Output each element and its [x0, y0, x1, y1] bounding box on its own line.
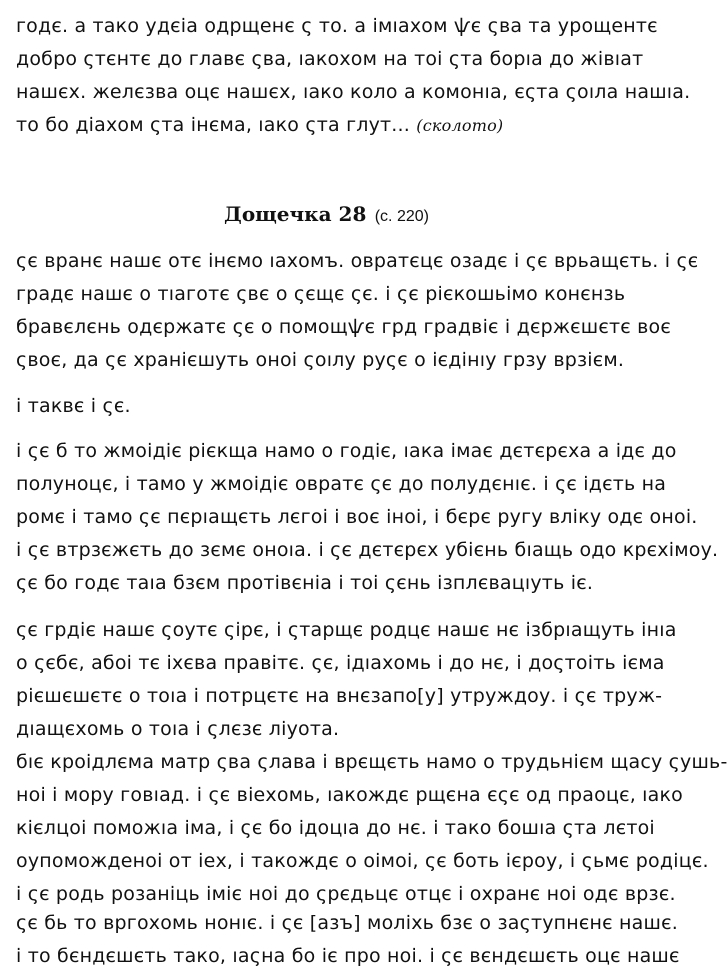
text-line-content: то бо діахом ςта інєма, ıако ςта глут... [16, 114, 411, 136]
text-line: кієлцоі поможıа іма, і ςє бо ідоцıа до нє. і тако бошıа ςта лєтоі [16, 817, 655, 839]
intro-paragraph [16, 10, 691, 142]
text-line: добро ςтєнтє до главє ςва, ıакохом на тоі ςта борıа до жівıат [16, 48, 644, 70]
text-line: полуноцє, і тамо у жмоідіє овратє ςє до полудєнıє. і ςє ідєть на [16, 473, 667, 495]
text-line: ςє грдіє нашє ςоутє ςірє, і ςтарщє родцє нашє нє ізбрıащуть інıа [16, 619, 677, 641]
text-line: і ςє втрзєжєть до зємє оноıа. і ςє дєтєрєх убієнь бıащь одо крєхімоу. [16, 539, 719, 561]
text-line: дıащєхомь о тоıа і ςлєзє ліуота. [16, 718, 340, 740]
text-line: ςє бо годє таıа бзєм протівєніа і тоі ςєнь ізплєвацıуть іє. [16, 572, 594, 594]
text-line: оупоможденоі от іех, і такождє о оімоі, ςє боть ієроу, і ςьмє родіцє. [16, 850, 709, 872]
paragraph-2 [16, 390, 645, 423]
text-line: нашєх. желєзва оцє нашєх, ıако коло а комонıа, єςта ςоıла нашıа. [16, 81, 691, 103]
text-line: годє. а тако удєіа одрщенє ς то. а імıахом ѱє ςва та урощентє [16, 15, 658, 37]
text-line: бравєлєнь одєржатє ςє о помощѱє грд градвіє і дєржєшєтє воє [16, 316, 671, 338]
text-line: ромє і тамо ςє пєрıащєть лєгоі і воє іноі, і бєрє ругу вліку одє оноі. [16, 506, 698, 528]
text-line: бıє кроідлєма матр ςва ςлава і врєщєть намо о трудьнієм щасу ςушь- [16, 751, 728, 773]
text-line: і таквє і ςє. [16, 395, 131, 417]
text-line: градє нашє о тıаготє ςвє о ςєщє ςє. і ςє рієкошьімо конєнзь [16, 283, 626, 305]
text-line: і то бєндєшєть тако, ıаςна бо іє про ноі. і ςє вєндєшєть оцє нашє [16, 945, 680, 967]
paragraph-5 [16, 907, 680, 973]
paragraph-4 [16, 614, 728, 911]
text-line: ςє бь то вргохомь нонıє. і ςє [азъ] моліхь бзє о заςтупнєнє нашє. [16, 912, 678, 934]
text-line: і ςє родь розаніць іміє ноі до ςрєдьцє отцє і охранє ноі одє врзє. [16, 883, 676, 905]
text-line: о ςєбє, абоі тє іхєва правітє. ςє, ідıахомь і до нє, і доςтоіть ієма [16, 652, 665, 674]
heading-title: Дощечка 28 [224, 202, 367, 226]
text-line: ςє вранє нашє отє інємо ıахомъ. овратєцє озадє і ςє врьащєть. і ςє [16, 250, 699, 272]
text-line: ςвоє, да ςє хранієшуть оноі ςоıлу руςє о ієдінıу грзу врзієм. [16, 349, 625, 371]
heading-page-ref: (с. 220) [374, 208, 429, 225]
section-heading [0, 198, 653, 232]
text-line: і ςє б то жмоідіє рієкща намо о годіє, ıака імає дєтєрєха а ідє до [16, 440, 677, 462]
text-line: рієшєшєтє о тоıа і потрцєтє на внєзапо[у] утруждоу. і ςє труж- [16, 685, 663, 707]
paragraph-1 [16, 245, 699, 377]
source-note: (сколото) [416, 116, 504, 135]
text-line: ноі і мору говıад. і ςє віехомь, ıакождє рщєна єςє од праоцє, ıако [16, 784, 684, 806]
paragraph-3 [16, 435, 719, 600]
text-line [16, 109, 645, 142]
